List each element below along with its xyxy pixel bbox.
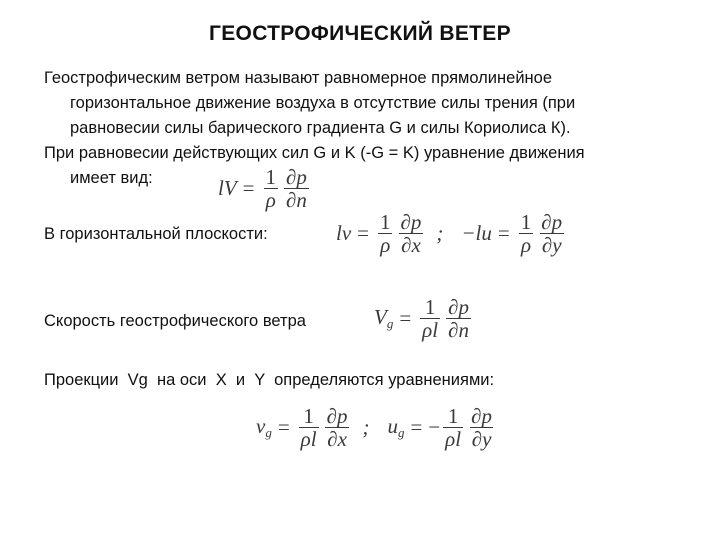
eq6-lhs: $u_g$ xyxy=(387,414,405,440)
equation-speed: $V_g$ = $\frac{1}{\rho l}$ $\frac{\partial p}{\partial n}$ xyxy=(374,295,469,342)
eq6-frac-2: $\frac{\partial p}{\partial y}$ xyxy=(471,404,492,451)
eq1-frac-1: $\frac{1}{\rho}$ xyxy=(265,165,277,212)
eq3-frac-1: $\frac{1}{\rho}$ xyxy=(520,210,532,257)
definition-line-1: Геострофическим ветром называют равномерное прямолинейное xyxy=(44,69,552,87)
eq4-frac-2: $\frac{\partial p}{\partial n}$ xyxy=(448,295,469,342)
eq5-semicolon: ; xyxy=(362,415,370,439)
equation-horizontal: lv = $\frac{1}{\rho}$ $\frac{\partial p}{\partial x}$ ; −lu = $\frac{1}{\rho}$ $\frac{\partial p}{\partial y}$ xyxy=(336,210,563,257)
geostrophic-speed-label: Скорость геострофического ветра xyxy=(44,312,306,330)
eq2-frac-2: $\frac{\partial p}{\partial x}$ xyxy=(400,210,422,257)
projections-label: Проекции Vg на оси X и Y определяются уравнениями: xyxy=(44,371,495,389)
eq5-frac-2: $\frac{\partial p}{\partial x}$ xyxy=(326,404,348,451)
eq5-lhs: $v_g$ xyxy=(256,414,272,440)
eq2-semicolon: ; xyxy=(436,221,444,245)
equation-motion xyxy=(218,166,312,211)
equation-projections: $v_g$ = $\frac{1}{\rho l}$ $\frac{\partial p}{\partial x}$ ; $u_g$ = − $\frac{1}{\rho l}$ $\frac{\partial p}{\partial y}$ xyxy=(256,404,492,451)
definition-line-2: горизонтальное движение воздуха в отсутствие силы трения (при xyxy=(70,94,576,112)
eq1-lhs: lV xyxy=(218,176,237,200)
equilibrium-line-1: При равновесии действующих сил G и K (-G = K) уравнение движения xyxy=(44,144,585,162)
eq1-equals: = xyxy=(242,176,255,200)
horizontal-plane-label: В горизонтальной плоскости: xyxy=(44,225,268,243)
page-title: ГЕОСТРОФИЧЕСКИЙ ВЕТЕР xyxy=(209,22,511,45)
eq6-frac-1: $\frac{1}{\rho l}$ xyxy=(445,404,462,451)
eq4-lhs: $V_g$ xyxy=(374,305,394,331)
eq3-frac-2: $\frac{\partial p}{\partial y}$ xyxy=(541,210,563,257)
definition-line-3: равновесии силы барического градиента G и силы Кориолиса К). xyxy=(70,119,571,137)
eq2-lhs: lv xyxy=(336,221,352,245)
definition-paragraph xyxy=(44,66,575,141)
eq1-frac-2: $\frac{\partial p}{\partial n}$ xyxy=(286,165,307,212)
eq4-frac-1: $\frac{1}{\rho l}$ xyxy=(422,295,439,342)
equilibrium-paragraph xyxy=(44,141,585,191)
equilibrium-line-2: имеет вид: xyxy=(70,169,153,187)
eq3-lhs: −lu xyxy=(461,221,492,245)
eq5-frac-1: $\frac{1}{\rho l}$ xyxy=(300,404,317,451)
eq6-minus: − xyxy=(428,415,441,439)
eq2-frac-1: $\frac{1}{\rho}$ xyxy=(380,210,391,257)
